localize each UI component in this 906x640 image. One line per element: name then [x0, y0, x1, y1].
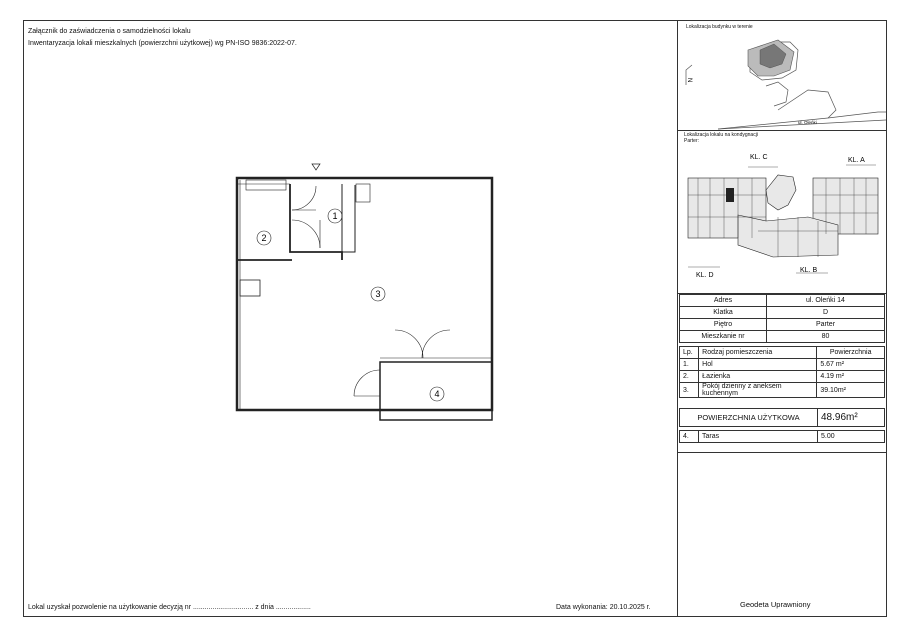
- site-map: [678, 30, 886, 130]
- site-map-title: Lokalizacja budynku w terenie: [686, 24, 753, 30]
- room-1-label: 1: [332, 211, 338, 221]
- table-row: [680, 431, 885, 443]
- stair-label: Klatka: [680, 307, 767, 319]
- floor-map: [678, 145, 886, 285]
- terrace-table: [679, 430, 885, 443]
- flat-value: 80: [767, 331, 885, 343]
- cell-area: 5.67 m²: [817, 359, 885, 371]
- date-line: Data wykonania: 20.10.2025 r.: [556, 604, 651, 611]
- summary-row: [680, 409, 885, 427]
- address-label: Adres: [680, 295, 767, 307]
- signature-line: Geodeta Uprawniony: [740, 600, 811, 609]
- flat-label: Mieszkanie nr: [680, 331, 767, 343]
- cell-lp: 4.: [680, 431, 699, 443]
- cell-lp: 3.: [680, 383, 699, 398]
- cell-area: 5.00: [818, 431, 885, 443]
- divider-site: [677, 130, 887, 131]
- stair-label-c: KL. C: [750, 154, 768, 161]
- floor-label: Piętro: [680, 319, 767, 331]
- cell-name: Pokój dzienny z aneksem kuchennym: [699, 383, 817, 398]
- table-row: [680, 295, 885, 307]
- floor-plan: [230, 160, 496, 442]
- summary-label: POWIERZCHNIA UŻYTKOWA: [680, 409, 818, 427]
- table-row: [680, 359, 885, 371]
- room-3-label: 3: [375, 289, 381, 299]
- north-label: N: [686, 78, 692, 83]
- stair-label-d: KL. D: [696, 272, 714, 279]
- cell-name: Łazienka: [699, 371, 817, 383]
- header-line-1: Załącznik do zaświadczenia o samodzielności lokalu: [28, 28, 191, 35]
- cell-name: Hol: [699, 359, 817, 371]
- entrance-marker: [312, 164, 320, 170]
- address-value: ul. Oleńki 14: [767, 295, 885, 307]
- col-name: Rodzaj pomieszczenia: [699, 347, 817, 359]
- floor-value: Parter: [767, 319, 885, 331]
- table-row: [680, 331, 885, 343]
- stair-label-b: KL. B: [800, 267, 818, 274]
- address-table: [679, 294, 885, 343]
- summary-value: 48.96m²: [818, 409, 885, 427]
- room-2-label: 2: [261, 233, 267, 243]
- cell-lp: 1.: [680, 359, 699, 371]
- cell-area: 39.10m²: [817, 383, 885, 398]
- stair-value: D: [767, 307, 885, 319]
- divider-table: [677, 452, 887, 453]
- table-header-row: [680, 347, 885, 359]
- cell-lp: 2.: [680, 371, 699, 383]
- col-area: Powierzchnia: [817, 347, 885, 359]
- permit-line: Lokal uzyskał pozwolenie na użytkowanie decyzją nr ............................... z dnia ..................: [28, 604, 311, 611]
- table-row: [680, 383, 885, 398]
- room-4-label: 4: [434, 389, 440, 399]
- table-row: [680, 371, 885, 383]
- col-lp: Lp.: [680, 347, 699, 359]
- rooms-table: [679, 346, 885, 398]
- floor-map-title: Lokalizacja lokalu na kondygnacji: [684, 132, 758, 138]
- cell-name: Taras: [699, 431, 818, 443]
- unit-highlight: [726, 188, 734, 202]
- floor-map-subtitle: Parter:: [684, 138, 700, 144]
- stair-label-a: KL. A: [848, 157, 865, 164]
- cell-area: 4.19 m²: [817, 371, 885, 383]
- summary-table: [679, 408, 885, 427]
- table-row: [680, 319, 885, 331]
- street-label: ul. Oleńki: [798, 120, 817, 125]
- table-row: [680, 307, 885, 319]
- header-line-2: Inwentaryzacja lokali mieszkalnych (powierzchni użytkowej) wg PN-ISO 9836:2022-07.: [28, 40, 297, 47]
